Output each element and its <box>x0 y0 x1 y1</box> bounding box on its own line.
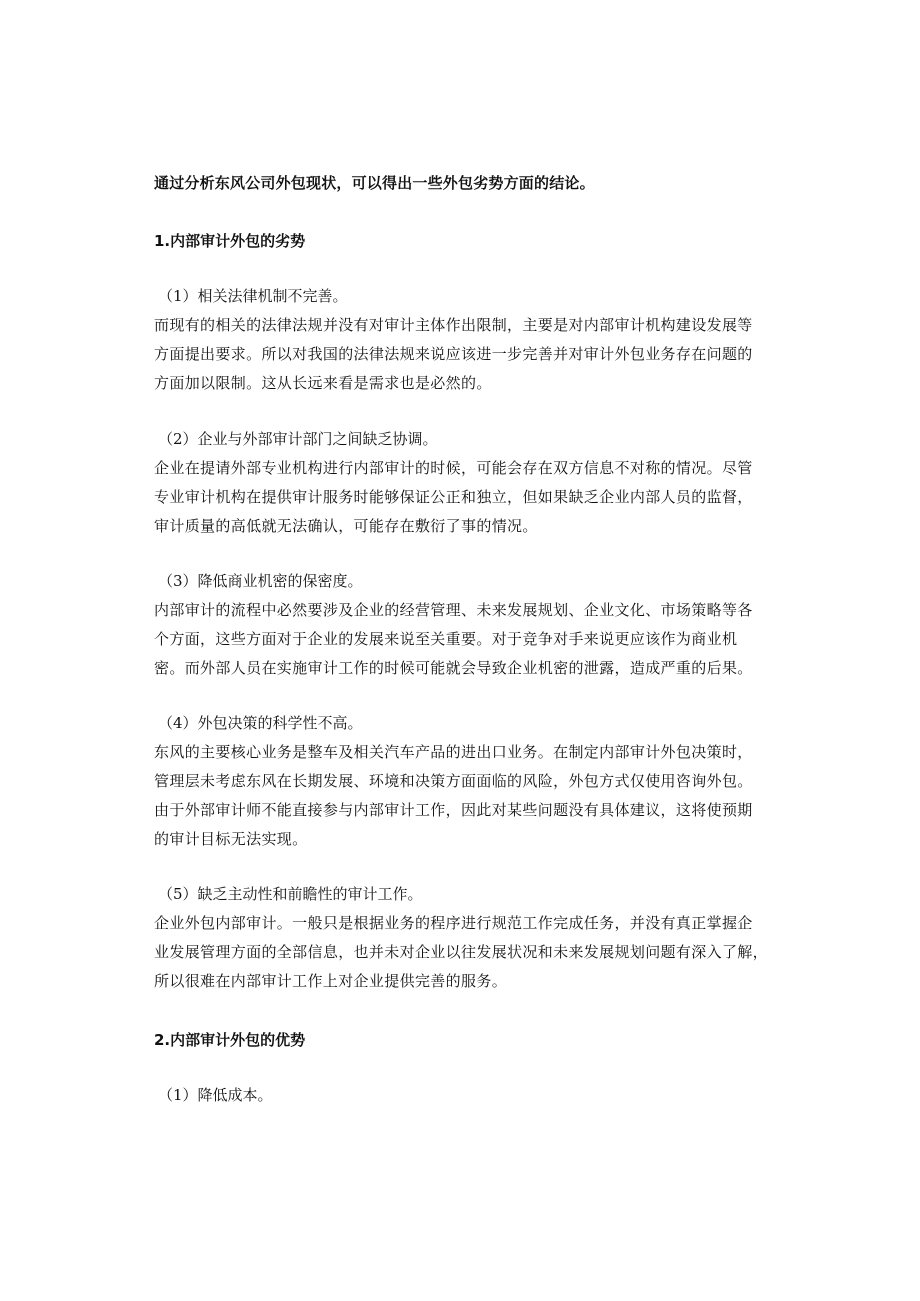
body-line: 个方面，这些方面对于企业的发展来说至关重要。对于竞争对手来说更应该作为商业机 <box>154 630 738 648</box>
body-line: 方面加以限制。这从长远来看是需求也是必然的。 <box>154 374 492 392</box>
body-line: 业发展管理方面的全部信息，也并未对企业以往发展状况和未来发展规划问题有深入了解， <box>154 943 769 961</box>
body-line: 密。而外部人员在实施审计工作的时候可能就会导致企业机密的泄露，造成严重的后果。 <box>154 659 753 677</box>
body-line: 企业外包内部审计。一般只是根据业务的程序进行规范工作完成任务，并没有真正掌握企 <box>154 914 753 932</box>
body-line: 管理层未考虑东风在长期发展、环境和决策方面面临的风险，外包方式仅使用咨询外包。 <box>154 772 753 790</box>
disadvantage-item-4 <box>154 709 774 854</box>
disadvantage-item-1 <box>154 282 774 398</box>
item-title: （2）企业与外部审计部门之间缺乏协调。 <box>158 430 438 448</box>
body-line: 所以很难在内部审计工作上对企业提供完善的服务。 <box>154 972 508 990</box>
item-title: （1）降低成本。 <box>158 1086 273 1104</box>
item-title: （1）相关法律机制不完善。 <box>158 287 348 305</box>
item-body <box>154 454 774 541</box>
disadvantage-item-2 <box>154 425 774 541</box>
item-body <box>154 596 774 683</box>
body-line: 的审计目标无法实现。 <box>154 830 308 848</box>
item-body <box>154 738 774 854</box>
body-line: 由于外部审计师不能直接参与内部审计工作，因此对某些问题没有具体建议，这将使预期 <box>154 801 753 819</box>
body-line: 而现有的相关的法律法规并没有对审计主体作出限制，主要是对内部审计机构建设发展等 <box>154 316 753 334</box>
body-line: 东风的主要核心业务是整车及相关汽车产品的进出口业务。在制定内部审计外包决策时， <box>154 743 753 761</box>
section-heading-advantages: 2.内部审计外包的优势 <box>154 1031 306 1049</box>
body-line: 方面提出要求。所以对我国的法律法规来说应该进一步完善并对审计外包业务存在问题的 <box>154 345 753 363</box>
advantage-item-1 <box>154 1081 774 1110</box>
section-heading-disadvantages: 1.内部审计外包的劣势 <box>154 232 306 250</box>
body-line: 企业在提请外部专业机构进行内部审计的时候，可能会存在双方信息不对称的情况。尽管 <box>154 459 753 477</box>
body-line: 内部审计的流程中必然要涉及企业的经营管理、未来发展规划、企业文化、市场策略等各 <box>154 601 753 619</box>
item-title: （5）缺乏主动性和前瞻性的审计工作。 <box>158 885 423 903</box>
body-line: 审计质量的高低就无法确认，可能存在敷衍了事的情况。 <box>154 517 538 535</box>
item-body <box>154 909 774 996</box>
item-title: （4）外包决策的科学性不高。 <box>158 714 363 732</box>
intro-paragraph: 通过分析东风公司外包现状，可以得出一些外包劣势方面的结论。 <box>154 174 595 192</box>
item-body <box>154 311 774 398</box>
disadvantage-item-5 <box>154 880 774 996</box>
disadvantage-item-3 <box>154 567 774 683</box>
item-title: （3）降低商业机密的保密度。 <box>158 572 363 590</box>
body-line: 专业审计机构在提供审计服务时能够保证公正和独立，但如果缺乏企业内部人员的监督， <box>154 488 753 506</box>
